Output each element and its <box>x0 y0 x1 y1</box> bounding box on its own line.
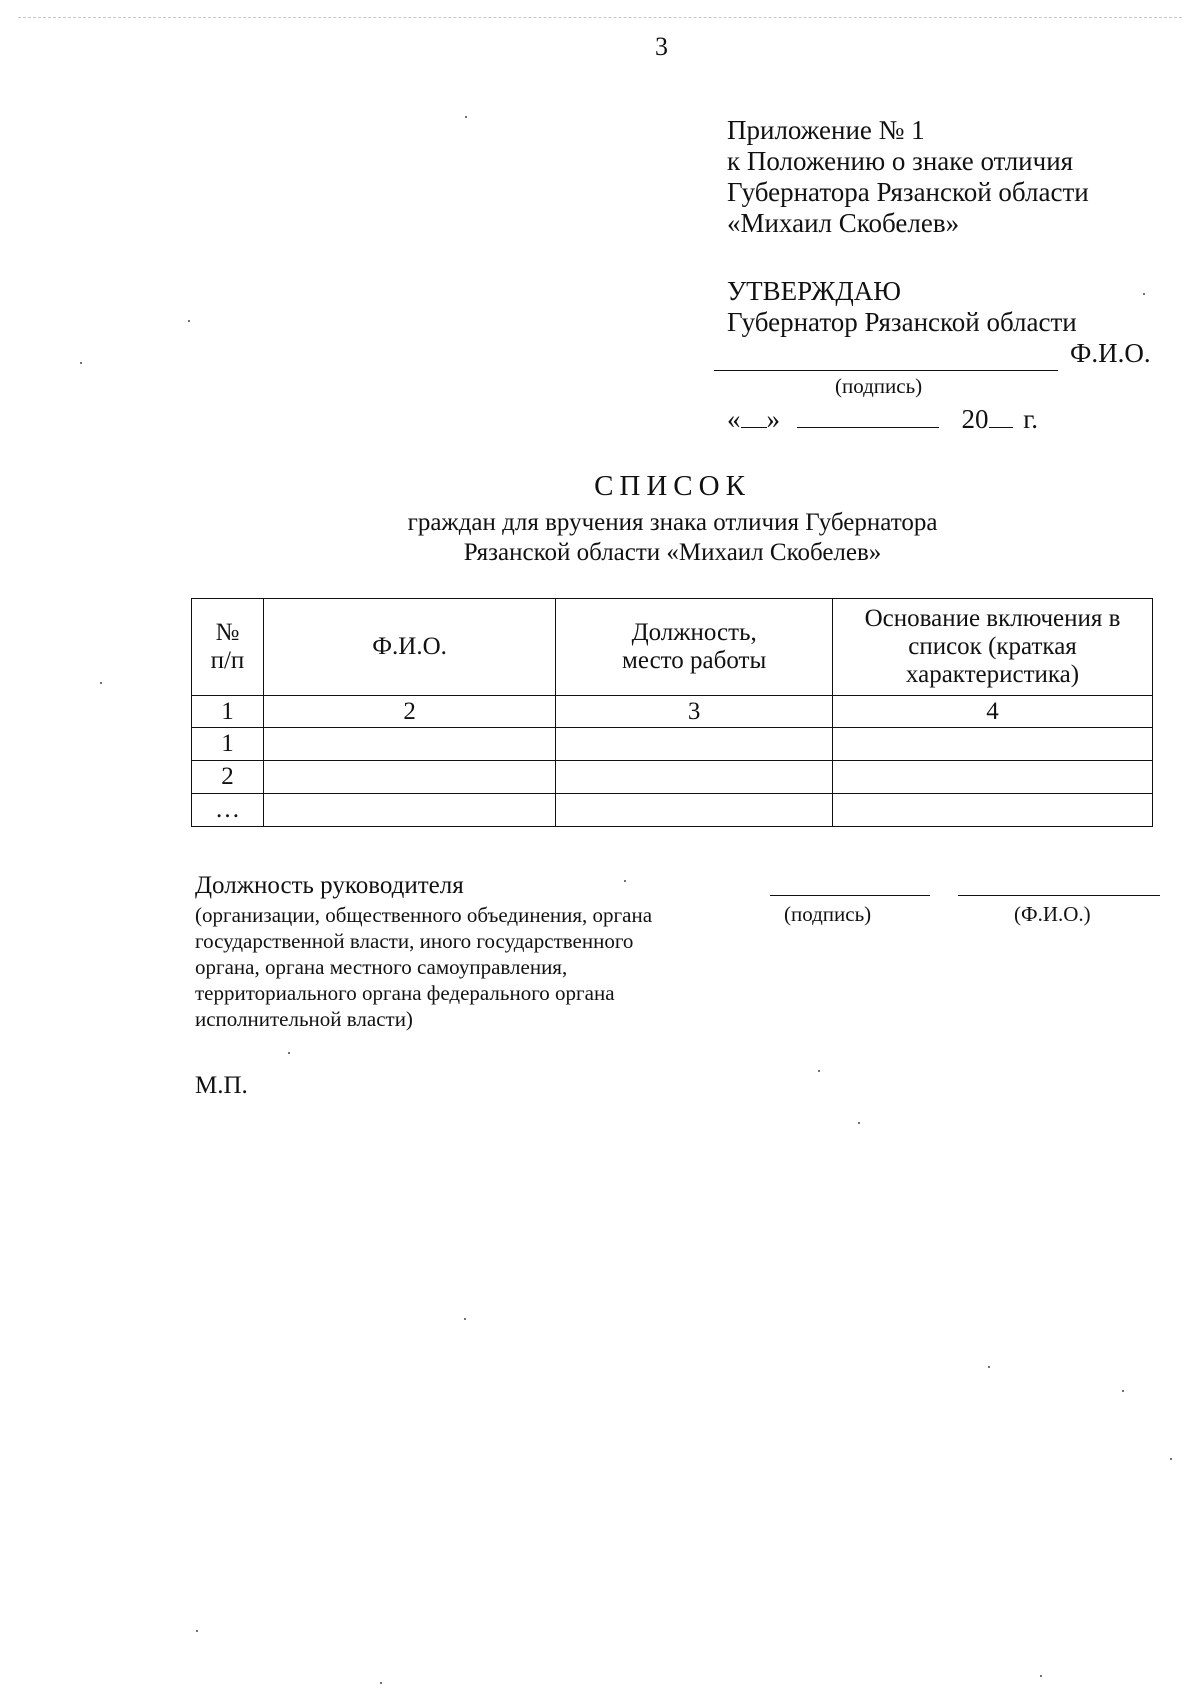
table-header-row <box>192 599 1153 696</box>
scan-speck <box>464 1318 466 1320</box>
approval-block <box>727 276 1077 338</box>
scan-edge-line <box>18 17 1182 18</box>
header-cell-basis: Основание включения в список (краткая характеристика) <box>833 599 1153 696</box>
list-title: СПИСОК <box>594 470 751 502</box>
scan-speck <box>465 116 467 118</box>
scan-speck <box>188 320 190 322</box>
row-cell <box>263 761 555 794</box>
column-number: 2 <box>263 696 555 728</box>
page-number: 3 <box>655 32 668 61</box>
description-line: территориального органа федерального органа <box>195 981 615 1005</box>
year-blank <box>989 407 1013 428</box>
day-blank <box>741 407 767 428</box>
head-fio-line <box>958 895 1160 896</box>
header-cell-position: Должность, место работы <box>556 599 833 696</box>
scan-speck <box>288 1052 290 1054</box>
date-quote-open: « <box>727 404 741 434</box>
year-prefix: 20 <box>961 404 989 434</box>
appendix-line: Губернатора Рязанской области <box>727 177 1089 207</box>
table-row <box>192 728 1153 761</box>
column-number: 3 <box>556 696 833 728</box>
header-cell-number: № п/п <box>192 599 264 696</box>
table-row <box>192 794 1153 827</box>
head-fio-label: (Ф.И.О.) <box>1014 902 1091 926</box>
scan-speck <box>380 1682 382 1684</box>
year-suffix: г. <box>1023 404 1039 434</box>
month-blank <box>797 407 939 428</box>
row-cell <box>556 728 833 761</box>
head-signature-line <box>770 895 930 896</box>
head-signature-label: (подпись) <box>784 902 872 926</box>
scan-speck <box>988 1366 990 1368</box>
list-subtitle <box>0 508 1200 568</box>
row-number: 1 <box>192 728 264 761</box>
scan-speck <box>1122 1390 1124 1392</box>
row-cell <box>263 794 555 827</box>
appendix-line: Приложение № 1 <box>727 115 925 145</box>
citizens-table <box>191 598 1153 827</box>
column-number: 1 <box>192 696 264 728</box>
description-line: исполнительной власти) <box>195 1007 413 1031</box>
row-cell <box>556 761 833 794</box>
row-cell <box>263 728 555 761</box>
approval-position: Губернатор Рязанской области <box>727 307 1077 337</box>
governor-fio-label: Ф.И.О. <box>1070 338 1151 368</box>
scan-speck <box>858 1122 860 1124</box>
row-cell <box>833 794 1153 827</box>
row-number: … <box>192 794 264 827</box>
description-line: государственной власти, иного государственного <box>195 929 634 953</box>
governor-signature-line <box>714 370 1058 371</box>
scan-speck <box>818 1070 820 1072</box>
scan-speck <box>624 880 626 882</box>
appendix-line: «Михаил Скобелев» <box>727 208 960 238</box>
row-cell <box>833 761 1153 794</box>
description-line: органа, органа местного самоуправления, <box>195 955 568 979</box>
row-cell <box>556 794 833 827</box>
head-position-description <box>195 902 652 1032</box>
scan-speck <box>100 682 102 684</box>
table-row <box>192 761 1153 794</box>
scan-speck <box>1170 1458 1172 1460</box>
scan-speck <box>196 1630 198 1632</box>
approval-date-row <box>727 404 1038 435</box>
appendix-reference <box>727 115 1089 239</box>
scan-speck <box>1143 293 1145 295</box>
column-number: 4 <box>833 696 1153 728</box>
scan-speck <box>1040 1675 1042 1677</box>
appendix-line: к Положению о знаке отличия <box>727 146 1074 176</box>
table-column-numbers-row <box>192 696 1153 728</box>
governor-signature-hint: (подпись) <box>835 374 923 398</box>
header-cell-fio: Ф.И.О. <box>263 599 555 696</box>
row-number: 2 <box>192 761 264 794</box>
approval-title: УТВЕРЖДАЮ <box>727 276 902 306</box>
stamp-place: М.П. <box>195 1072 248 1099</box>
date-quote-close: » <box>766 404 780 434</box>
list-subtitle-text: граждан для вручения знака отличия Губернатора Рязанской области «Михаил Скобелев» <box>407 509 938 566</box>
row-cell <box>833 728 1153 761</box>
scan-speck <box>80 362 82 364</box>
head-position-title: Должность руководителя <box>195 872 464 899</box>
description-line: (организации, общественного объединения, органа <box>195 903 653 927</box>
